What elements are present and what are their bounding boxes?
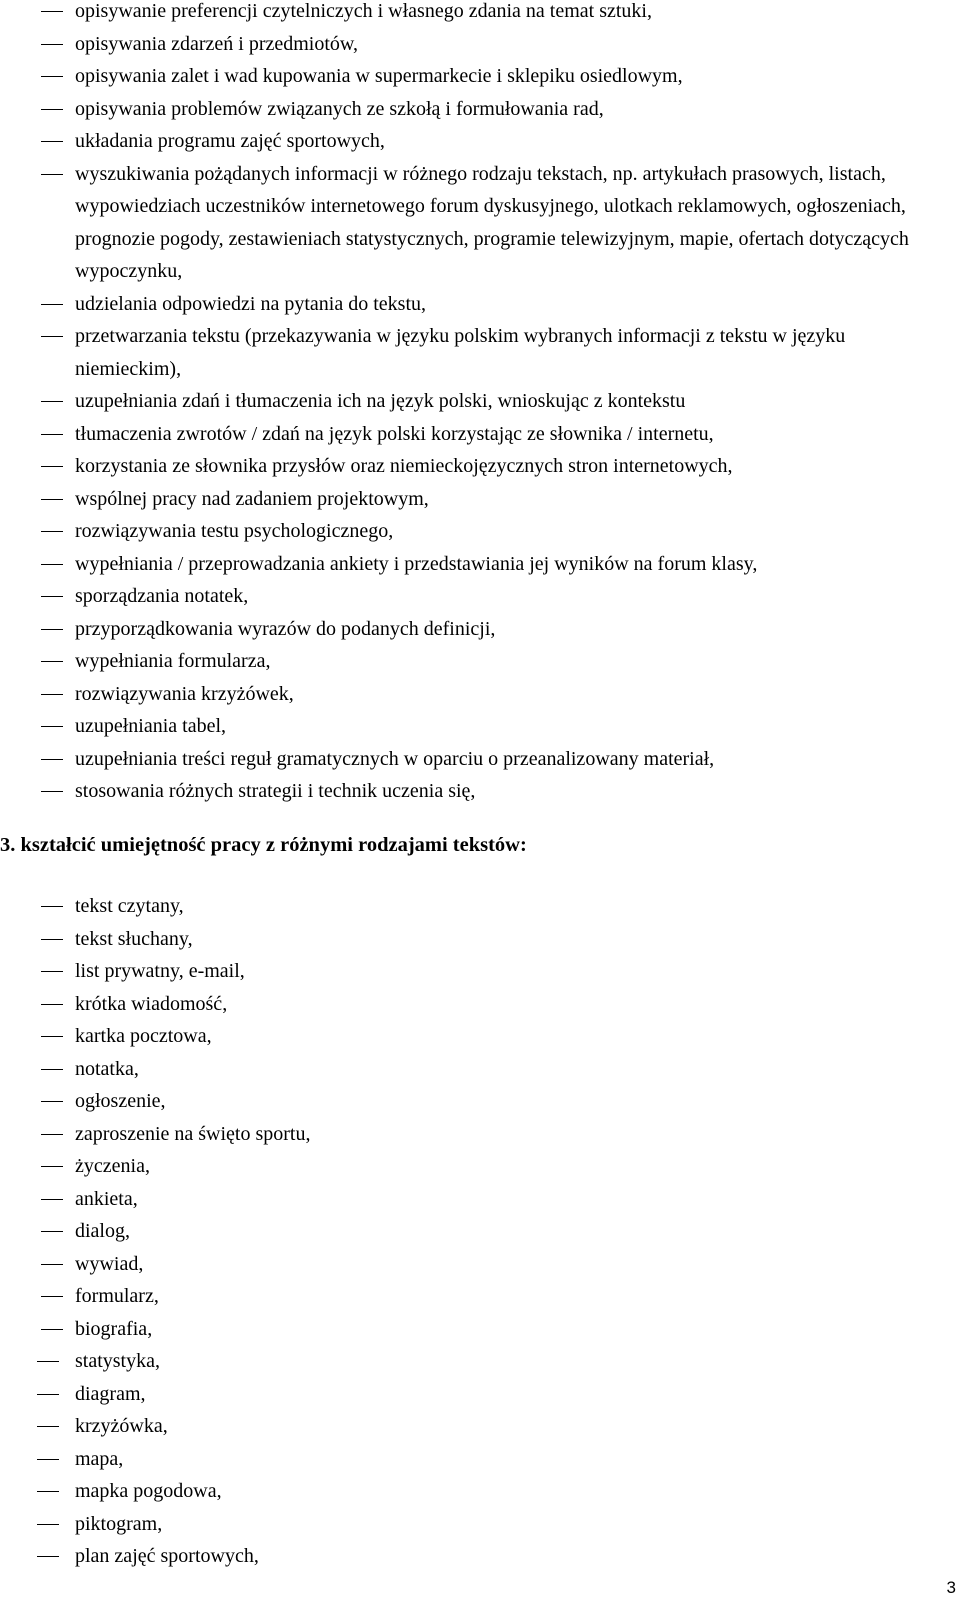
dash-bullet	[41, 1134, 63, 1135]
list-item	[0, 125, 960, 158]
list-item	[0, 710, 960, 743]
list-item	[0, 483, 960, 516]
dash-bullet	[41, 336, 63, 337]
dash-bullet	[37, 1361, 59, 1362]
dash-bullet	[41, 1296, 63, 1297]
list-item-text: wywiad,	[75, 1252, 144, 1275]
list-item-text: plan zajęć sportowych,	[75, 1545, 259, 1567]
dash-bullet	[41, 1004, 63, 1005]
list-item-text: tekst czytany,	[75, 895, 184, 917]
list-item-text: wspólnej pracy nad zadaniem projektowym,	[75, 487, 429, 510]
list-item	[0, 645, 960, 678]
dash-bullet	[41, 1329, 63, 1330]
list-item	[0, 1443, 960, 1476]
list-item-text: rozwiązywania krzyżówek,	[75, 682, 294, 705]
list-item	[0, 580, 960, 613]
list-item-text: opisywania zalet i wad kupowania w supermarkecie i sklepiku osiedlowym,	[75, 65, 683, 87]
list-item	[0, 1053, 960, 1086]
list-item	[0, 1378, 960, 1411]
list-item	[0, 288, 960, 321]
list-item	[0, 613, 960, 646]
dash-bullet	[41, 466, 63, 467]
list-item	[0, 890, 960, 923]
list-item	[0, 515, 960, 548]
dash-bullet	[41, 434, 63, 435]
list-item-text: przyporządkowania wyrazów do podanych definicji,	[75, 617, 496, 640]
dash-bullet	[37, 1394, 59, 1395]
dash-bullet	[41, 596, 63, 597]
list-item	[0, 0, 960, 28]
list-item-text: uzupełniania zdań i tłumaczenia ich na język polski, wnioskując z kontekstu	[75, 390, 686, 412]
dash-bullet	[37, 1556, 59, 1557]
dash-bullet	[41, 499, 63, 500]
dash-bullet	[41, 1231, 63, 1232]
list-item-text: uzupełniania tabel,	[75, 715, 227, 737]
dash-bullet	[37, 1459, 59, 1460]
list-item-text: opisywania zdarzeń i przedmiotów,	[75, 32, 359, 55]
list-item-text: mapka pogodowa,	[75, 1480, 222, 1502]
list-item	[0, 1508, 960, 1541]
list-item	[0, 1020, 960, 1053]
dash-bullet	[41, 1101, 63, 1102]
list-item-text: życzenia,	[75, 1155, 150, 1177]
dash-bullet	[41, 971, 63, 972]
list-item	[0, 60, 960, 93]
list-item-text: stosowania różnych strategii i technik uczenia się,	[75, 780, 476, 802]
page-number: 3	[946, 1578, 956, 1597]
list-item	[0, 450, 960, 483]
dash-bullet	[41, 1264, 63, 1265]
list-item-text: tłumaczenia zwrotów / zdań na język polski korzystając ze słownika / internetu,	[75, 422, 714, 445]
list-item	[0, 1248, 960, 1281]
text-types-list	[0, 890, 960, 1573]
dash-bullet	[41, 304, 63, 305]
list-item	[0, 418, 960, 451]
list-item-text: biografia,	[75, 1317, 153, 1340]
list-item-text: wypełniania / przeprowadzania ankiety i przedstawiania jej wyników na forum klasy,	[75, 552, 758, 575]
list-item-text: mapa,	[75, 1447, 124, 1470]
list-item-text: opisywania problemów związanych ze szkołą i formułowania rad,	[75, 97, 604, 120]
list-item	[0, 1540, 960, 1573]
dash-bullet	[41, 1166, 63, 1167]
list-item	[0, 1313, 960, 1346]
list-item	[0, 743, 960, 776]
list-item-text: opisywanie preferencji czytelniczych i własnego zdania na temat sztuki,	[75, 0, 652, 22]
list-item	[0, 1118, 960, 1151]
list-item	[0, 1183, 960, 1216]
dash-bullet	[41, 141, 63, 142]
list-item	[0, 775, 960, 808]
list-item-text: udzielania odpowiedzi na pytania do tekstu,	[75, 292, 427, 315]
list-item	[0, 385, 960, 418]
section-heading: 3. kształcić umiejętność pracy z różnymi rodzajami tekstów:	[0, 834, 527, 856]
dash-bullet	[41, 564, 63, 565]
dash-bullet	[41, 11, 63, 12]
dash-bullet	[37, 1491, 59, 1492]
dash-bullet	[41, 759, 63, 760]
dash-bullet	[37, 1524, 59, 1525]
list-item	[0, 1345, 960, 1378]
list-item	[0, 1280, 960, 1313]
list-item-text: krótka wiadomość,	[75, 992, 228, 1015]
list-item-text: korzystania ze słownika przysłów oraz niemieckojęzycznych stron internetowych,	[75, 455, 733, 477]
dash-bullet	[41, 1036, 63, 1037]
list-item-text: notatka,	[75, 1057, 139, 1080]
list-item-text: rozwiązywania testu psychologicznego,	[75, 520, 394, 542]
list-item	[0, 923, 960, 956]
list-item-text: uzupełniania treści reguł gramatycznych w oparciu o przeanalizowany materiał,	[75, 747, 715, 770]
dash-bullet	[41, 76, 63, 77]
list-item	[0, 28, 960, 61]
dash-bullet	[41, 1069, 63, 1070]
list-item	[0, 1215, 960, 1248]
list-item-text: tekst słuchany,	[75, 927, 193, 950]
dash-bullet	[41, 694, 63, 695]
dash-bullet	[41, 109, 63, 110]
list-item-text: ogłoszenie,	[75, 1090, 166, 1112]
list-item	[0, 93, 960, 126]
list-item-text: list prywatny, e-mail,	[75, 960, 245, 982]
list-item-text: krzyżówka,	[75, 1415, 168, 1437]
list-item-text: diagram,	[75, 1382, 146, 1405]
list-item-text: wypełniania formularza,	[75, 650, 271, 672]
list-item-text: układania programu zajęć sportowych,	[75, 130, 385, 152]
list-item-text: zaproszenie na święto sportu,	[75, 1122, 311, 1145]
list-item	[0, 1150, 960, 1183]
dash-bullet	[41, 401, 63, 402]
dash-bullet	[41, 726, 63, 727]
dash-bullet	[41, 174, 63, 175]
dash-bullet	[41, 906, 63, 907]
dash-bullet	[41, 44, 63, 45]
dash-bullet	[41, 791, 63, 792]
list-item-text: przetwarzania tekstu (przekazywania w języku polskim wybranych informacji z tekstu w języku niemieckim),	[75, 325, 846, 380]
list-item	[0, 678, 960, 711]
list-item-text: ankieta,	[75, 1187, 138, 1210]
dash-bullet	[37, 1426, 59, 1427]
list-item-text: kartka pocztowa,	[75, 1025, 212, 1047]
list-item	[0, 158, 960, 288]
dash-bullet	[41, 939, 63, 940]
dash-bullet	[41, 1199, 63, 1200]
dash-bullet	[41, 661, 63, 662]
dash-bullet	[41, 629, 63, 630]
list-item	[0, 320, 960, 385]
list-item-text: wyszukiwania pożądanych informacji w różnego rodzaju tekstach, np. artykułach prasowych, listach, wypowiedziach uczestników internetowego forum dyskusyjnego, ulotkach reklamowych, ogłoszeniach, prognozie pogody, zestawieniach statystycznych, programie telewizyjnym, mapie, ofertach dotyczących wypoczynku,	[75, 162, 909, 282]
list-item	[0, 548, 960, 581]
list-item-text: dialog,	[75, 1220, 130, 1242]
list-item	[0, 988, 960, 1021]
dash-bullet	[41, 531, 63, 532]
list-item	[0, 955, 960, 988]
list-item-text: sporządzania notatek,	[75, 585, 249, 607]
list-item	[0, 1085, 960, 1118]
list-item-text: statystyka,	[75, 1350, 160, 1372]
list-item-text: formularz,	[75, 1285, 159, 1307]
list-item-text: piktogram,	[75, 1512, 163, 1535]
list-item	[0, 1475, 960, 1508]
list-item	[0, 1410, 960, 1443]
